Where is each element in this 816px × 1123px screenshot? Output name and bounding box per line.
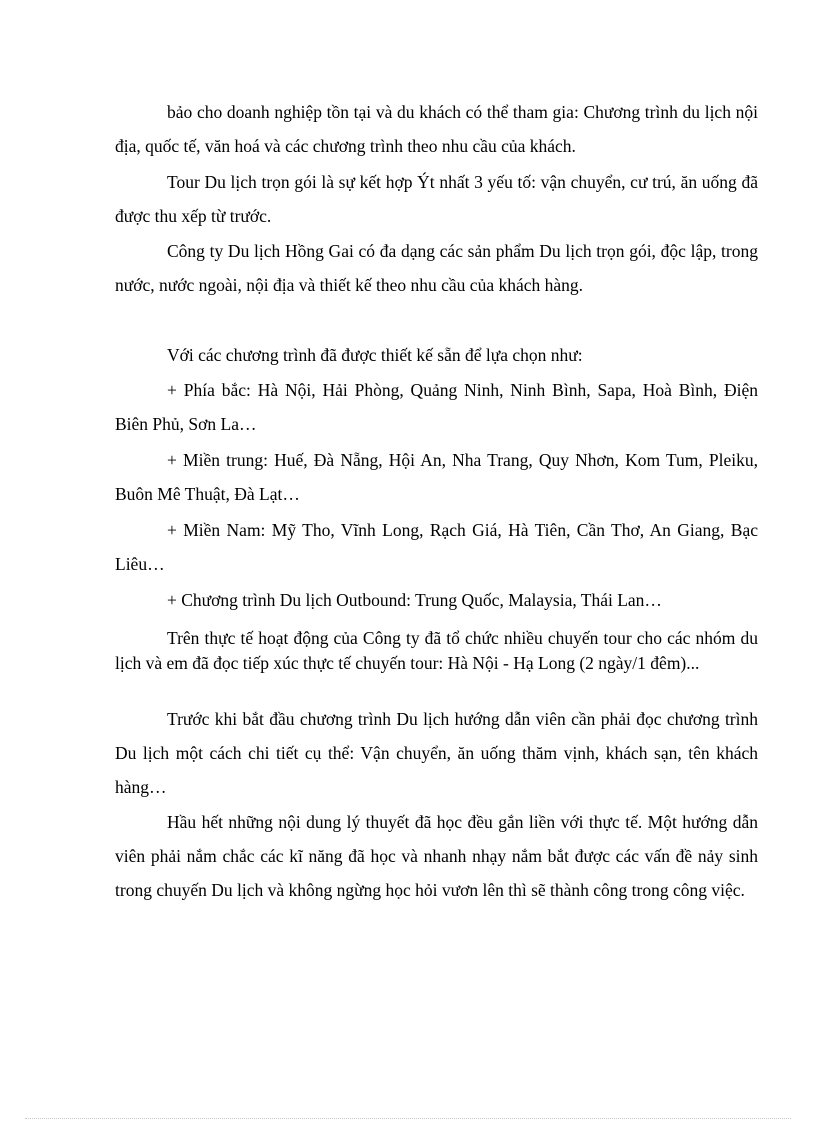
paragraph-10: Trước khi bắt đầu chương trình Du lịch hướng dẫn viên cần phải đọc chương trình Du lịch một cách chi tiết cụ thể: Vận chuyển, ăn uống thăm vịnh, khách sạn, tên khách hàng… xyxy=(115,709,758,797)
paragraph-5: + Phía bắc: Hà Nội, Hải Phòng, Quảng Ninh, Ninh Bình, Sapa, Hoà Bình, Điện Biên Phủ, Sơn La… xyxy=(115,380,758,434)
paragraph-1: bảo cho doanh nghiệp tồn tại và du khách có thể tham gia: Chương trình du lịch nội địa, quốc tế, văn hoá và các chương trình theo nhu cầu của khách. xyxy=(115,102,758,156)
paragraph-2: Tour Du lịch trọn gói là sự kết hợp Ýt nhất 3 yếu tố: vận chuyển, cư trú, ăn uống đã được thu xếp từ trước. xyxy=(115,172,758,226)
paragraph-6: + Miền trung: Huế, Đà Nẵng, Hội An, Nha Trang, Quy Nhơn, Kom Tum, Pleiku, Buôn Mê Thuật, Đà Lạt… xyxy=(115,450,758,504)
paragraph-9: Trên thực tế hoạt động của Công ty đã tổ chức nhiều chuyến tour cho các nhóm du lịch và em đã đọc tiếp xúc thực tế chuyến tour: Hà Nội - Hạ Long (2 ngày/1 đêm)... xyxy=(115,628,758,673)
paragraph-11: Hầu hết những nội dung lý thuyết đã học đều gắn liền với thực tế. Một hướng dẫn viên phải nắm chắc các kĩ năng đã học và nhanh nhạy nắm bắt được các vấn đề nảy sinh trong chuyến Du lịch và không ngừng học hỏi vươn lên thì sẽ thành công trong công việc. xyxy=(115,812,758,900)
paragraph-3: Công ty Du lịch Hồng Gai có đa dạng các sản phẩm Du lịch trọn gói, độc lập, trong nước, nước ngoài, nội địa và thiết kế theo nhu cầu của khách hàng. xyxy=(115,241,758,295)
page-bottom-divider xyxy=(25,1118,791,1119)
paragraph-7: + Miền Nam: Mỹ Tho, Vĩnh Long, Rạch Giá, Hà Tiên, Cần Thơ, An Giang, Bạc Liêu… xyxy=(115,520,758,574)
paragraph-8: + Chương trình Du lịch Outbound: Trung Quốc, Malaysia, Thái Lan… xyxy=(167,590,662,610)
paragraph-4: Với các chương trình đã được thiết kế sẵn để lựa chọn như: xyxy=(167,345,583,365)
